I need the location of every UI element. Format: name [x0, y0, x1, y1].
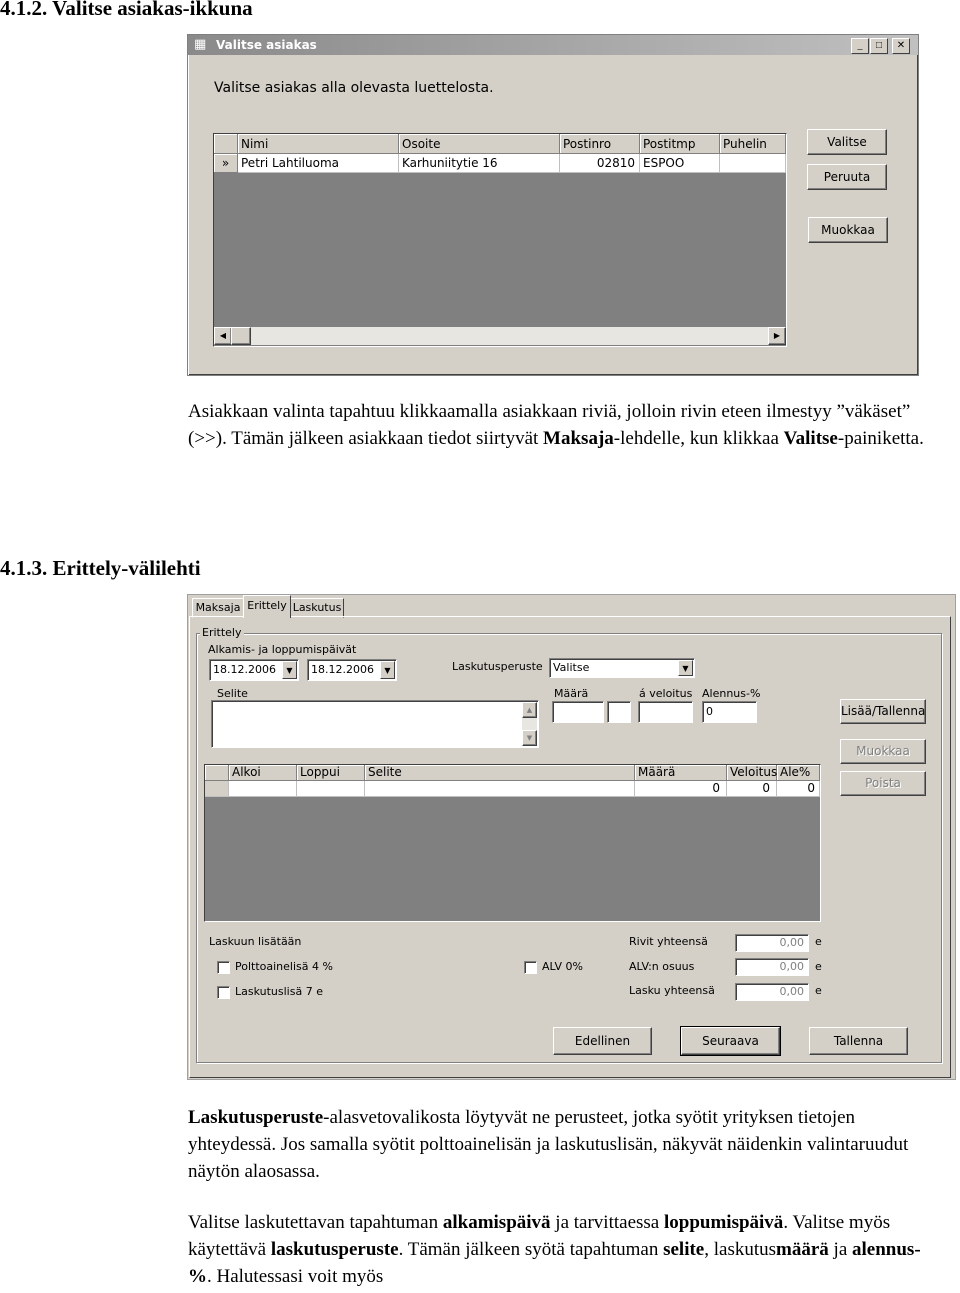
table-row-cell-postinro[interactable]: 02810: [560, 154, 640, 173]
extras-label: Laskuun lisätään: [209, 935, 302, 948]
para-text: , laskutus: [704, 1239, 777, 1260]
groupbox-title: Erittely: [202, 626, 242, 639]
table-row-cell-puhelin[interactable]: [720, 154, 786, 173]
table-row-cell-alkoi[interactable]: [229, 781, 297, 797]
customer-grid[interactable]: [213, 133, 787, 347]
table-row-cell-osoite[interactable]: Karhuniitytie 16: [399, 154, 560, 173]
chevron-down-icon[interactable]: ▼: [282, 661, 297, 679]
erittely-panel: [187, 594, 956, 1080]
column-header-postitmp[interactable]: Postitmp: [640, 134, 720, 154]
rows-total-label: Rivit yhteensä: [629, 935, 708, 948]
para-text: -painiketta.: [837, 428, 924, 449]
next-button[interactable]: Seuraava: [681, 1027, 780, 1055]
discount-label: Alennus-%: [702, 687, 761, 700]
invoice-total-field: 0,00: [735, 983, 809, 1001]
rows-total-unit: e: [815, 935, 822, 948]
fuel-surcharge-checkbox[interactable]: [217, 961, 230, 974]
vat-share-label: ALV:n osuus: [629, 960, 695, 973]
billing-basis-select[interactable]: [549, 658, 695, 678]
row-selector-marker[interactable]: »: [214, 154, 238, 173]
close-button[interactable]: ✕: [892, 38, 910, 54]
instruction-label: Valitse asiakas alla olevasta luettelosta.: [214, 80, 494, 96]
para-bold-maksaja: Maksaja: [543, 428, 614, 449]
para-bold-alkamispaiva: alkamispäivä: [442, 1212, 551, 1233]
vat-share-field: 0,00: [735, 958, 809, 976]
section-heading-valitse-asiakas: 4.1.2. Valitse asiakas-ikkuna: [0, 0, 253, 20]
tab-erittely[interactable]: Erittely: [243, 595, 291, 618]
invoice-total-label: Lasku yhteensä: [629, 984, 715, 997]
start-date-value: 18.12.2006: [213, 663, 276, 676]
column-header-postinro[interactable]: Postinro: [560, 134, 640, 154]
muokkaa-button[interactable]: Muokkaa: [808, 217, 888, 243]
unit-price-label: á veloitus: [639, 687, 693, 700]
billing-basis-label: Laskutusperuste: [452, 660, 543, 673]
para-text: -lehdelle, kun klikkaa: [613, 428, 784, 449]
billing-surcharge-label: Laskutuslisä 7 e: [235, 985, 323, 998]
table-row-cell-selite[interactable]: [365, 781, 635, 797]
para-text: . Valitse myös käytettävä: [188, 1212, 891, 1260]
para-bold-laskutusperuste: laskutusperuste: [270, 1239, 399, 1260]
grid-corner: [214, 134, 238, 154]
fuel-surcharge-label: Polttoainelisä 4 %: [235, 960, 333, 973]
horizontal-scrollbar[interactable]: [214, 327, 786, 345]
unit-price-input[interactable]: [638, 701, 693, 723]
scroll-right-icon[interactable]: ▶: [768, 327, 786, 345]
grid-corner: [205, 765, 229, 781]
table-row-cell-nimi[interactable]: Petri Lahtiluoma: [238, 154, 399, 173]
end-date-picker[interactable]: [307, 659, 397, 681]
maximize-button[interactable]: □: [870, 38, 888, 54]
paragraph-select-event: [188, 1209, 928, 1290]
table-row-cell-ale[interactable]: 0: [777, 781, 820, 797]
discount-input[interactable]: 0: [702, 701, 757, 723]
rows-total-field: 0,00: [735, 934, 809, 952]
billing-surcharge-checkbox[interactable]: [217, 986, 230, 999]
scroll-thumb[interactable]: [231, 327, 251, 345]
section-heading-erittely: 4.1.3. Erittely-välilehti: [0, 556, 201, 580]
column-header-loppui[interactable]: Loppui: [297, 765, 365, 781]
table-row-cell-maara[interactable]: 0: [635, 781, 727, 797]
column-header-osoite[interactable]: Osoite: [399, 134, 560, 154]
vat-zero-label: ALV 0%: [542, 960, 583, 973]
scroll-left-icon[interactable]: ◀: [214, 327, 232, 345]
tab-body: [189, 616, 951, 1078]
tab-laskutus[interactable]: Laskutus: [290, 598, 344, 618]
column-header-veloitus[interactable]: Veloitus: [727, 765, 777, 781]
para-text: Asiakkaan valinta tapahtuu klikkaamalla asiakkaan riviä, jolloin rivin eteen ilmestyy ”väkäset” (>>). Tämän jälkeen asiakkaan tiedot siirtyvät: [188, 401, 911, 449]
items-grid[interactable]: [204, 764, 821, 922]
quantity-label: Määrä: [554, 687, 589, 700]
paragraph-billing-basis: [188, 1104, 928, 1185]
para-bold-selite: selite: [663, 1239, 705, 1260]
invoice-total-unit: e: [815, 984, 822, 997]
minimize-button[interactable]: _: [851, 38, 869, 54]
chevron-down-icon[interactable]: ▼: [678, 660, 693, 676]
para-bold-maara: määrä: [776, 1239, 829, 1260]
quantity-input[interactable]: [552, 701, 604, 723]
para-text: . Tämän jälkeen syötä tapahtuman: [398, 1239, 664, 1260]
vat-share-unit: e: [815, 960, 822, 973]
peruuta-button[interactable]: Peruuta: [807, 164, 887, 190]
para-bold-valitse: Valitse: [783, 428, 838, 449]
start-date-picker[interactable]: [209, 659, 299, 681]
para-text: Valitse laskutettavan tapahtuman: [188, 1212, 443, 1233]
unit-input[interactable]: [607, 701, 631, 723]
tab-maksaja[interactable]: Maksaja: [192, 598, 244, 618]
dates-label: Alkamis- ja loppumispäivät: [208, 643, 357, 656]
para-bold-loppumispaiva: loppumispäivä: [663, 1212, 784, 1233]
para-text: ja tarvittaessa: [550, 1212, 664, 1233]
chevron-down-icon[interactable]: ▼: [380, 661, 395, 679]
description-scrollbar[interactable]: [522, 702, 537, 746]
para-text: ja: [828, 1239, 853, 1260]
previous-button[interactable]: Edellinen: [553, 1027, 652, 1055]
valitse-button[interactable]: Valitse: [807, 129, 887, 155]
end-date-value: 18.12.2006: [311, 663, 374, 676]
column-header-puhelin[interactable]: Puhelin: [720, 134, 786, 154]
para-text: -alasvetovalikosta löytyvät ne perusteet, jotka syötit yrityksen tietojen yhteydessä. Jos samalla syötit polttoainelisän ja laskutuslisän, näkyvät näidenkin valintaruudut näytön alaosassa.: [188, 1107, 909, 1182]
para-bold-alennus: alennus-%: [188, 1239, 921, 1287]
column-header-alkoi[interactable]: Alkoi: [229, 765, 297, 781]
description-label: Selite: [217, 687, 248, 700]
paragraph-customer-selection: [188, 398, 928, 452]
row-selector[interactable]: [205, 781, 229, 797]
scroll-down-icon[interactable]: ▼: [522, 730, 537, 746]
column-header-maara[interactable]: Määrä: [635, 765, 727, 781]
billing-basis-value: Valitse: [553, 661, 590, 674]
column-header-nimi[interactable]: Nimi: [238, 134, 399, 154]
para-bold-laskutusperuste: Laskutusperuste: [188, 1107, 324, 1128]
para-text: . Halutessasi voit myös: [207, 1266, 384, 1287]
table-row-cell-loppui[interactable]: [297, 781, 365, 797]
table-row-cell-postitmp[interactable]: ESPOO: [640, 154, 720, 173]
save-button[interactable]: Tallenna: [809, 1027, 908, 1055]
delete-row-button[interactable]: Poista: [840, 771, 926, 796]
column-header-ale[interactable]: Ale%: [777, 765, 820, 781]
vat-zero-checkbox[interactable]: [524, 961, 537, 974]
scroll-up-icon[interactable]: ▲: [522, 702, 537, 718]
select-customer-window: [187, 34, 919, 376]
window-title: Valitse asiakas: [216, 38, 317, 52]
column-header-selite[interactable]: Selite: [365, 765, 635, 781]
app-icon: ▦: [194, 37, 207, 52]
window-titlebar: [188, 35, 918, 55]
description-textarea[interactable]: [211, 700, 539, 748]
add-save-button[interactable]: Lisää/Tallenna: [840, 699, 926, 724]
edit-row-button[interactable]: Muokkaa: [840, 739, 926, 764]
table-row-cell-veloitus[interactable]: 0: [727, 781, 777, 797]
